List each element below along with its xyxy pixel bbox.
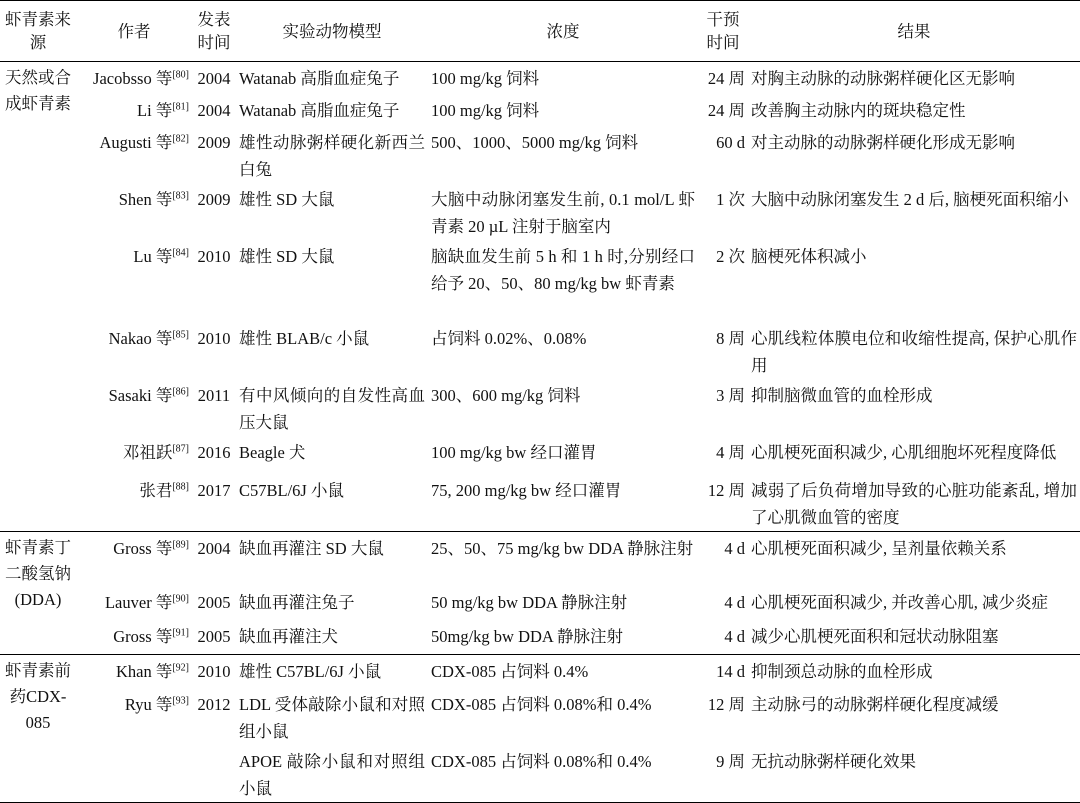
reference-number: [83] [172,190,189,201]
cell-result: 无抗动脉粥样硬化效果 [751,752,916,771]
cell-result: 抑制脑微血管的血栓形成 [751,385,933,405]
cell-author [76,474,192,532]
header-author: 作者 [117,21,151,41]
cell-model: 雄性 SD 大鼠 [239,246,335,266]
cell-author [76,745,192,803]
author-name: 邓祖跃 [122,442,173,462]
cell-source: 虾青素丁二酸氢钠(DDA) [5,537,71,609]
author-name: Augusti 等 [99,132,173,152]
header-result: 结果 [897,21,931,41]
cell-duration: 3 周 [716,385,745,405]
cell-model: 缺血再灌注兔子 [239,593,355,612]
cell-year: 2011 [197,385,231,405]
reference-number: [81] [172,101,189,112]
header-concentration: 浓度 [546,21,580,41]
table-row [0,586,1080,620]
cell-author [76,183,192,240]
cell-year: 2010 [197,328,231,348]
cell-model: 雄性 BLAB/c 小鼠 [239,328,370,348]
table-row [0,531,1080,586]
author-name: Ryu 等 [124,695,173,714]
cell-duration: 60 d [716,132,745,152]
cell-result: 对主动脉的动脉粥样硬化形成无影响 [751,132,1015,152]
cell-concentration: 50 mg/kg bw DDA 静脉注射 [431,593,628,612]
cell-year: 2004 [197,100,231,120]
cell-year: 2010 [197,246,231,266]
table-row [0,620,1080,654]
cell-source: 天然或合成虾青素 [5,68,71,113]
cell-result: 心肌梗死面积减少, 呈剂量依赖关系 [751,538,1007,558]
source-group [0,654,1080,803]
cell-duration: 12 周 [707,695,745,714]
cell-result: 心肌梗死面积减少, 心肌细胞坏死程度降低 [751,442,1057,462]
cell-model: APOE 敲除小鼠和对照组小鼠 [239,752,425,798]
cell-year [192,745,236,803]
source-group [0,62,1080,532]
cell-result: 抑制颈总动脉的血栓形成 [751,661,933,681]
cell-duration: 2 次 [716,246,745,266]
table-row [0,62,1080,94]
cell-concentration: 100 mg/kg 饲料 [431,100,540,120]
cell-model: 雄性 C57BL/6J 小鼠 [239,661,382,681]
cell-model: Watanab 高脂血症兔子 [239,100,400,120]
cell-duration: 9 周 [716,752,745,771]
reference-number: [87] [172,443,189,454]
cell-author [76,240,192,322]
cell-author [76,654,192,688]
cell-year: 2009 [197,132,231,152]
table-row [0,240,1080,322]
cell-concentration: 75, 200 mg/kg bw 经口灌胃 [431,480,622,500]
cell-author [76,126,192,183]
author-name: Jacobsso 等 [93,69,173,88]
header-year: 发表时间 [197,10,231,52]
cell-author [76,688,192,745]
cell-result: 脑梗死体积减小 [751,246,867,266]
table-row [0,474,1080,532]
cell-author [76,62,192,94]
cell-concentration: 25、50、75 mg/kg bw DDA 静脉注射 [431,538,694,558]
cell-duration: 12 周 [707,480,745,500]
cell-model: 雄性动脉粥样硬化新西兰白兔 [239,132,425,179]
table-row [0,183,1080,240]
cell-concentration: CDX-085 占饲料 0.4% [431,661,589,681]
cell-concentration: CDX-085 占饲料 0.08%和 0.4% [431,695,652,714]
cell-concentration: 500、1000、5000 mg/kg 饲料 [431,132,639,152]
cell-author [76,379,192,436]
reference-number: [91] [172,627,189,639]
table-row [0,379,1080,436]
reference-number: [92] [172,662,189,673]
cell-model: Watanab 高脂血症兔子 [239,69,400,88]
cell-duration: 4 d [724,538,745,558]
cell-result: 心肌梗死面积减少, 并改善心肌, 减少炎症 [751,593,1048,612]
cell-concentration: 脑缺血发生前 5 h 和 1 h 时,分别经口给予 20、50、80 mg/kg bw 虾青素 [431,246,695,293]
reference-number: [93] [172,695,189,707]
table-row [0,654,1080,688]
header-source: 虾青素来源 [5,10,71,52]
cell-duration: 24 周 [707,69,745,88]
table-row [0,94,1080,126]
cell-model: LDL 受体敲除小鼠和对照组小鼠 [239,695,425,741]
cell-year: 2005 [197,593,231,612]
reference-number: [80] [172,69,189,81]
cell-year: 2004 [197,538,231,558]
reference-number: [86] [172,386,189,397]
reference-number: [84] [172,247,189,258]
cell-concentration: CDX-085 占饲料 0.08%和 0.4% [431,752,652,771]
author-name: 张君 [139,480,173,500]
cell-duration: 24 周 [707,100,745,120]
reference-number: [88] [172,481,189,492]
cell-concentration: 50mg/kg bw DDA 静脉注射 [431,627,624,646]
cell-year: 2017 [197,480,231,500]
cell-author [76,436,192,474]
cell-result: 大脑中动脉闭塞发生 2 d 后, 脑梗死面积缩小 [751,189,1069,209]
cell-model: 缺血再灌注 SD 大鼠 [239,538,384,558]
cell-result: 改善胸主动脉内的斑块稳定性 [751,100,966,120]
cell-year: 2010 [197,661,231,681]
cell-concentration: 大脑中动脉闭塞发生前, 0.1 mol/L 虾青素 20 µL 注射于脑室内 [431,189,695,236]
table-row [0,126,1080,183]
cell-duration: 4 周 [716,442,745,462]
author-name: Lauver 等 [104,593,173,612]
table-row [0,322,1080,379]
cell-model: 有中风倾向的自发性高血压大鼠 [239,385,425,432]
author-name: Shen 等 [118,189,173,209]
cell-result: 主动脉弓的动脉粥样硬化程度减缓 [751,695,999,714]
cell-model: C57BL/6J 小鼠 [239,480,344,500]
cell-author [76,531,192,586]
cell-duration: 1 次 [716,189,745,209]
cell-concentration: 100 mg/kg 饲料 [431,69,540,88]
header-duration: 干预时间 [706,10,740,52]
author-name: Lu 等 [133,246,173,266]
cell-author [76,322,192,379]
cell-year: 2005 [197,627,231,646]
author-name: Khan 等 [115,661,173,681]
reference-number: [90] [172,593,189,605]
author-name: Sasaki 等 [108,385,173,405]
cell-year: 2012 [197,695,231,714]
cell-author [76,620,192,654]
cell-concentration: 300、600 mg/kg 饲料 [431,385,581,405]
cell-model: 缺血再灌注犬 [239,627,338,646]
author-name: Gross 等 [113,538,173,558]
cell-concentration: 占饲料 0.02%、0.08% [431,328,587,348]
cell-result: 对胸主动脉的动脉粥样硬化区无影响 [751,69,1015,88]
cell-model: Beagle 犬 [239,442,306,462]
cell-model: 雄性 SD 大鼠 [239,189,335,209]
cell-duration: 14 d [716,661,745,681]
author-name: Li 等 [137,100,173,120]
cell-result: 减少心肌梗死面积和冠状动脉阻塞 [751,627,999,646]
reference-number: [89] [172,539,189,550]
header-row [0,1,1080,62]
cell-result: 减弱了后负荷增加导致的心脏功能紊乱, 增加了心肌微血管的密度 [751,480,1078,527]
reference-number: [85] [172,329,189,340]
source-group [0,531,1080,654]
reference-number: [82] [172,133,189,144]
cell-concentration: 100 mg/kg bw 经口灌胃 [431,442,597,462]
table-row [0,745,1080,803]
cell-year: 2009 [197,189,231,209]
cell-year: 2016 [197,442,231,462]
cell-author [76,94,192,126]
table-row [0,436,1080,474]
cell-source: 虾青素前药CDX-085 [5,660,71,732]
cell-author [76,586,192,620]
header-model: 实验动物模型 [282,21,382,41]
cell-duration: 4 d [724,593,745,612]
cell-result: 心肌线粒体膜电位和收缩性提高, 保护心肌作用 [751,328,1077,375]
cell-year: 2004 [197,69,231,88]
author-name: Nakao 等 [108,328,173,348]
table-header [0,1,1080,62]
cell-duration: 4 d [724,627,745,646]
table-row [0,688,1080,745]
author-name: Gross 等 [113,627,173,646]
cell-duration: 8 周 [716,328,745,348]
